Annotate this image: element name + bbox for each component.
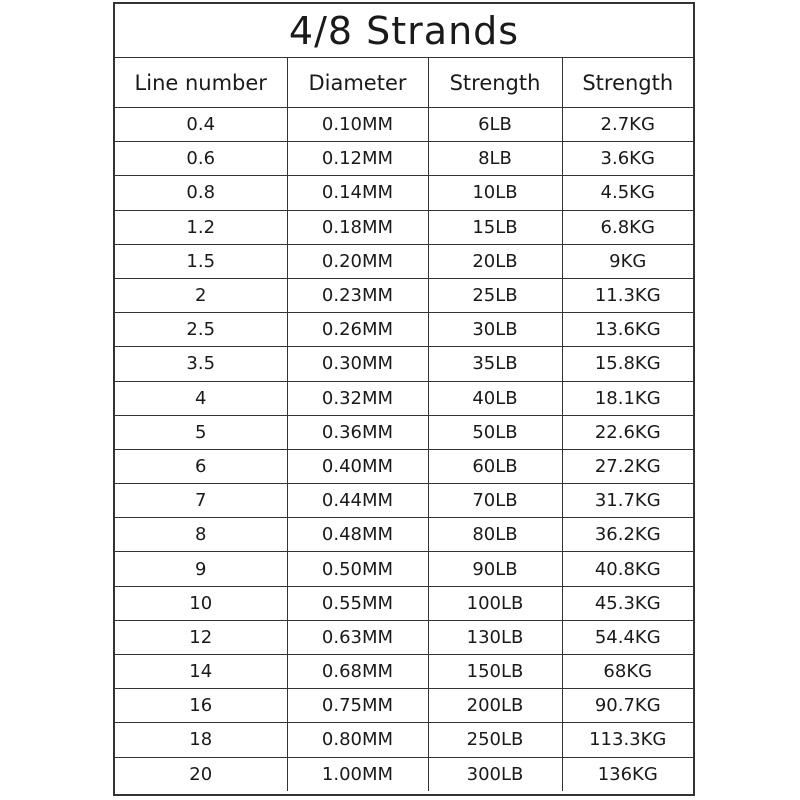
cell-strength-lb: 60LB bbox=[428, 449, 562, 483]
cell-diameter: 0.50MM bbox=[287, 552, 428, 586]
cell-line-number: 10 bbox=[115, 586, 287, 620]
cell-strength-lb: 100LB bbox=[428, 586, 562, 620]
cell-diameter: 0.68MM bbox=[287, 655, 428, 689]
table-row bbox=[115, 415, 693, 449]
cell-line-number: 0.6 bbox=[115, 142, 287, 176]
cell-strength-kg: 3.6KG bbox=[562, 142, 693, 176]
table-row bbox=[115, 484, 693, 518]
cell-strength-kg: 13.6KG bbox=[562, 313, 693, 347]
cell-line-number: 0.8 bbox=[115, 176, 287, 210]
cell-strength-kg: 11.3KG bbox=[562, 278, 693, 312]
cell-line-number: 18 bbox=[115, 723, 287, 757]
header-line-number: Line number bbox=[115, 58, 287, 108]
cell-strength-lb: 70LB bbox=[428, 484, 562, 518]
cell-strength-kg: 22.6KG bbox=[562, 415, 693, 449]
table-row bbox=[115, 518, 693, 552]
spec-sheet bbox=[113, 2, 695, 796]
cell-strength-kg: 68KG bbox=[562, 655, 693, 689]
cell-strength-lb: 30LB bbox=[428, 313, 562, 347]
cell-diameter: 0.48MM bbox=[287, 518, 428, 552]
cell-line-number: 6 bbox=[115, 449, 287, 483]
cell-strength-kg: 18.1KG bbox=[562, 381, 693, 415]
cell-line-number: 20 bbox=[115, 757, 287, 791]
cell-strength-lb: 8LB bbox=[428, 142, 562, 176]
cell-line-number: 14 bbox=[115, 655, 287, 689]
cell-strength-lb: 130LB bbox=[428, 620, 562, 654]
cell-diameter: 1.00MM bbox=[287, 757, 428, 791]
cell-diameter: 0.26MM bbox=[287, 313, 428, 347]
cell-line-number: 3.5 bbox=[115, 347, 287, 381]
cell-strength-kg: 45.3KG bbox=[562, 586, 693, 620]
cell-strength-kg: 27.2KG bbox=[562, 449, 693, 483]
cell-strength-kg: 36.2KG bbox=[562, 518, 693, 552]
cell-diameter: 0.18MM bbox=[287, 210, 428, 244]
table-row bbox=[115, 347, 693, 381]
cell-line-number: 5 bbox=[115, 415, 287, 449]
table-row bbox=[115, 278, 693, 312]
cell-strength-kg: 54.4KG bbox=[562, 620, 693, 654]
cell-strength-kg: 113.3KG bbox=[562, 723, 693, 757]
cell-strength-lb: 80LB bbox=[428, 518, 562, 552]
cell-strength-kg: 31.7KG bbox=[562, 484, 693, 518]
cell-diameter: 0.23MM bbox=[287, 278, 428, 312]
cell-line-number: 7 bbox=[115, 484, 287, 518]
cell-line-number: 16 bbox=[115, 689, 287, 723]
cell-line-number: 12 bbox=[115, 620, 287, 654]
header-strength-kg: Strength bbox=[562, 58, 693, 108]
table-row bbox=[115, 723, 693, 757]
cell-diameter: 0.12MM bbox=[287, 142, 428, 176]
cell-strength-kg: 90.7KG bbox=[562, 689, 693, 723]
cell-strength-lb: 15LB bbox=[428, 210, 562, 244]
table-row bbox=[115, 381, 693, 415]
table-row bbox=[115, 620, 693, 654]
cell-strength-lb: 150LB bbox=[428, 655, 562, 689]
cell-strength-lb: 300LB bbox=[428, 757, 562, 791]
header-diameter: Diameter bbox=[287, 58, 428, 108]
table-row bbox=[115, 313, 693, 347]
cell-strength-lb: 90LB bbox=[428, 552, 562, 586]
table-row bbox=[115, 449, 693, 483]
cell-diameter: 0.80MM bbox=[287, 723, 428, 757]
cell-strength-kg: 15.8KG bbox=[562, 347, 693, 381]
cell-diameter: 0.36MM bbox=[287, 415, 428, 449]
cell-diameter: 0.30MM bbox=[287, 347, 428, 381]
table-row bbox=[115, 142, 693, 176]
table-body bbox=[115, 108, 693, 791]
table-header bbox=[115, 58, 693, 108]
cell-strength-lb: 35LB bbox=[428, 347, 562, 381]
cell-strength-kg: 40.8KG bbox=[562, 552, 693, 586]
cell-line-number: 4 bbox=[115, 381, 287, 415]
header-strength-lb: Strength bbox=[428, 58, 562, 108]
cell-diameter: 0.63MM bbox=[287, 620, 428, 654]
cell-diameter: 0.14MM bbox=[287, 176, 428, 210]
table-row bbox=[115, 244, 693, 278]
cell-strength-kg: 4.5KG bbox=[562, 176, 693, 210]
cell-strength-kg: 6.8KG bbox=[562, 210, 693, 244]
cell-strength-kg: 2.7KG bbox=[562, 108, 693, 142]
table-row bbox=[115, 689, 693, 723]
cell-strength-lb: 25LB bbox=[428, 278, 562, 312]
cell-diameter: 0.10MM bbox=[287, 108, 428, 142]
table-row bbox=[115, 757, 693, 791]
cell-strength-lb: 6LB bbox=[428, 108, 562, 142]
cell-diameter: 0.40MM bbox=[287, 449, 428, 483]
cell-diameter: 0.75MM bbox=[287, 689, 428, 723]
cell-line-number: 2.5 bbox=[115, 313, 287, 347]
cell-line-number: 0.4 bbox=[115, 108, 287, 142]
table-row bbox=[115, 210, 693, 244]
cell-line-number: 1.5 bbox=[115, 244, 287, 278]
header-row bbox=[115, 58, 693, 108]
spec-table bbox=[115, 58, 693, 791]
cell-line-number: 8 bbox=[115, 518, 287, 552]
cell-strength-kg: 136KG bbox=[597, 763, 658, 785]
cell-diameter: 0.20MM bbox=[287, 244, 428, 278]
table-row bbox=[115, 586, 693, 620]
table-row bbox=[115, 552, 693, 586]
table-row bbox=[115, 655, 693, 689]
cell-diameter: 0.44MM bbox=[287, 484, 428, 518]
cell-strength-lb: 50LB bbox=[428, 415, 562, 449]
cell-strength-lb: 250LB bbox=[428, 723, 562, 757]
cell-line-number: 2 bbox=[115, 278, 287, 312]
table-row bbox=[115, 108, 693, 142]
cell-strength-lb: 20LB bbox=[428, 244, 562, 278]
cell-strength-lb: 10LB bbox=[428, 176, 562, 210]
cell-diameter: 0.32MM bbox=[287, 381, 428, 415]
cell-diameter: 0.55MM bbox=[287, 586, 428, 620]
cell-strength-kg: 9KG bbox=[562, 244, 693, 278]
cell-strength-lb: 40LB bbox=[428, 381, 562, 415]
cell-strength-lb: 200LB bbox=[428, 689, 562, 723]
cell-line-number: 1.2 bbox=[115, 210, 287, 244]
table-row bbox=[115, 176, 693, 210]
table-title: 4/8 Strands bbox=[115, 4, 693, 58]
cell-line-number: 9 bbox=[115, 552, 287, 586]
